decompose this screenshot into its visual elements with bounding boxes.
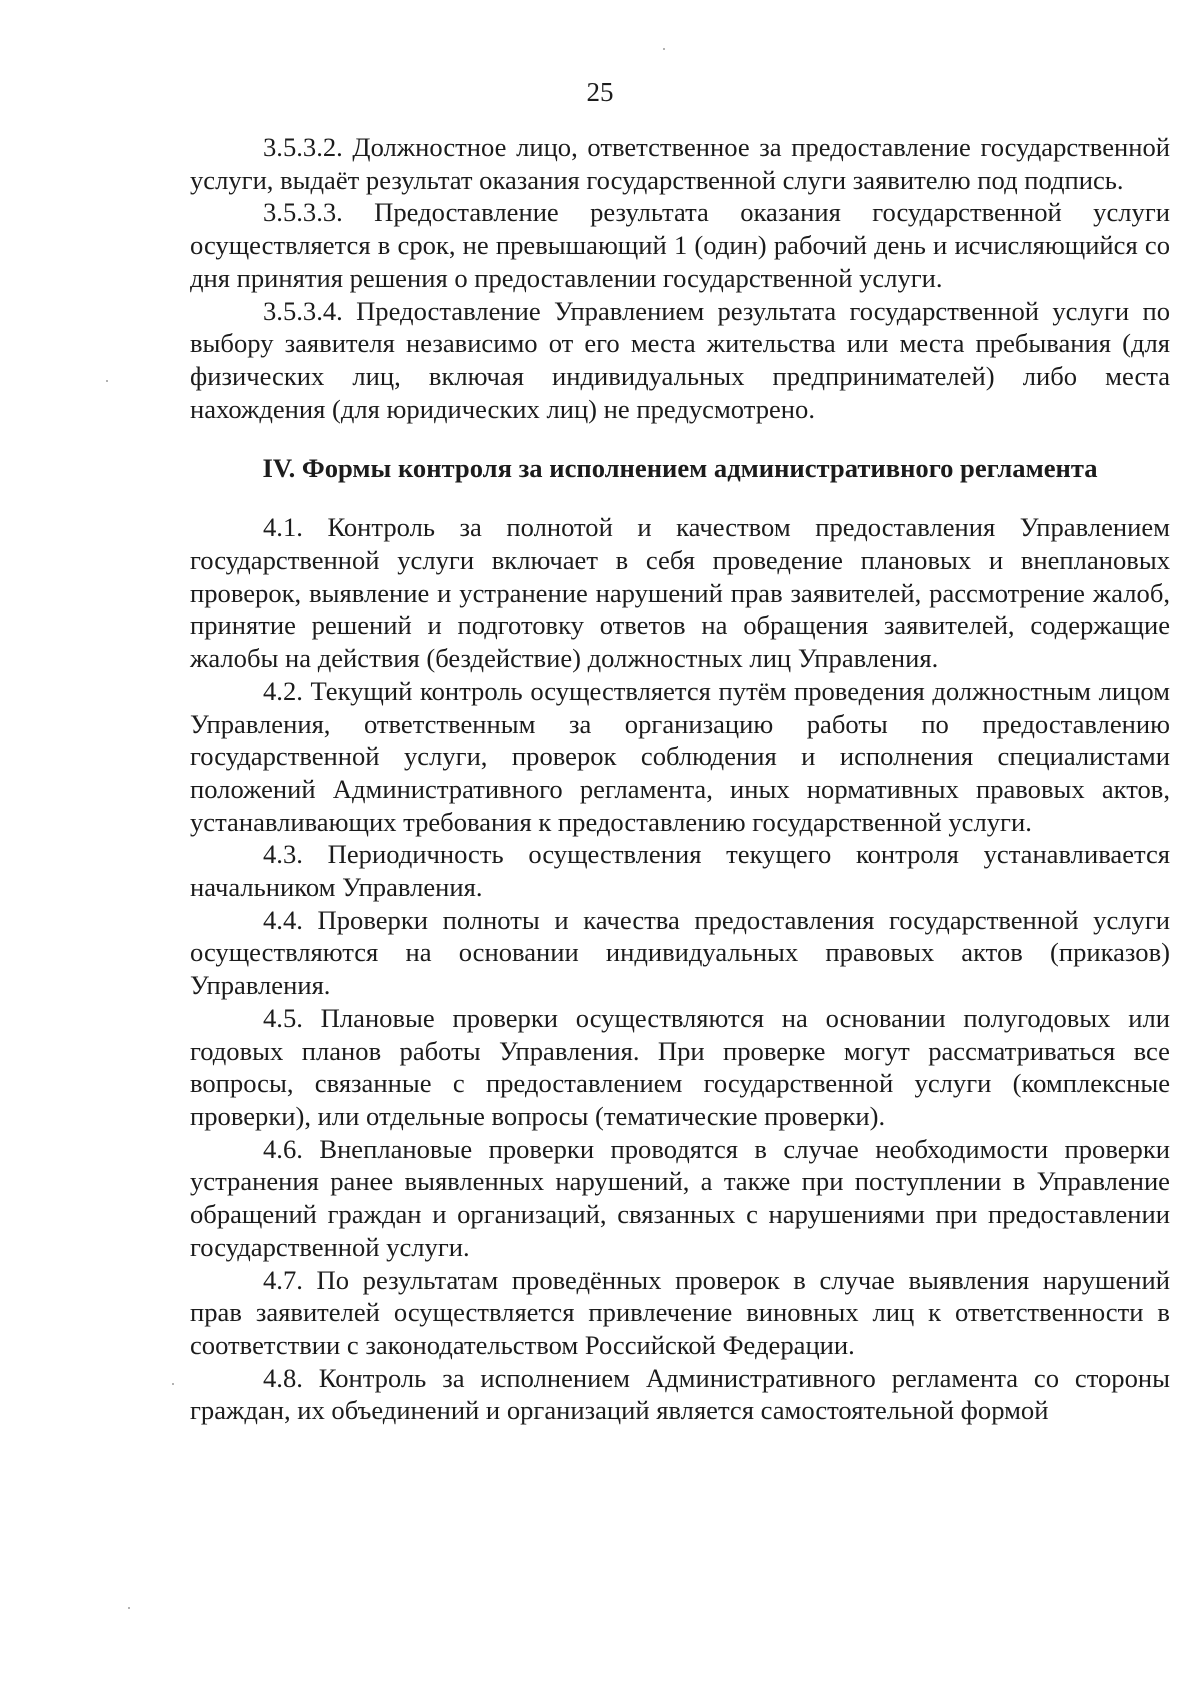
paragraph-4-5: 4.5. Плановые проверки осуществляются на основании полугодовых или годовых планов работы Управления. При проверке могут рассматриваться все вопросы, связанные с предоставлением государственной услуги (комплексные проверки), или отдельные вопросы (тематические проверки).	[190, 1002, 1170, 1131]
document-body	[190, 131, 1170, 1427]
paragraph-4-2: 4.2. Текущий контроль осуществляется путём проведения должностным лицом Управления, ответственным за организацию работы по предоставлению государственной услуги, проверок соблюдения и исполнения специалистами положений Административного регламента, иных нормативных правовых актов, устанавливающих требования к предоставлению государственной услуги.	[190, 675, 1170, 837]
scan-speck	[106, 380, 108, 382]
paragraph-3-5-3-2: 3.5.3.2. Должностное лицо, ответственное за предоставление государственной услуги, выдаёт результат оказания государственной слуги заявителю под подпись.	[190, 132, 1170, 195]
scan-speck	[172, 1383, 174, 1385]
paragraph-4-6: 4.6. Внеплановые проверки проводятся в случае необходимости проверки устранения ранее выявленных нарушений, а также при поступлении в Управление обращений граждан и организаций, связанных с нарушениями при предоставлении государственной услуги.	[190, 1133, 1170, 1262]
paragraph-4-1: 4.1. Контроль за полнотой и качеством предоставления Управлением государственной услуги включает в себя проведение плановых и внеплановых проверок, выявление и устранение нарушений прав заявителей, рассмотрение жалоб, принятие решений и подготовку ответов на обращения заявителей, содержащие жалобы на действия (бездействие) должностных лиц Управления.	[190, 512, 1170, 674]
paragraph-3-5-3-4: 3.5.3.4. Предоставление Управлением результата государственной услуги по выбору заявителя независимо от его места жительства или места пребывания (для физических лиц, включая индивидуальных предпринимателей) либо места нахождения (для юридических лиц) не предусмотрено.	[190, 295, 1170, 424]
scan-speck	[128, 1607, 130, 1609]
paragraph-4-8: 4.8. Контроль за исполнением Административного регламента со стороны граждан, их объединений и организаций является самостоятельной формой	[190, 1362, 1170, 1426]
paragraph-4-7: 4.7. По результатам проведённых проверок в случае выявления нарушений прав заявителей осуществляется привлечение виновных лиц к ответственности в соответствии с законодательством Российской Федерации.	[190, 1264, 1170, 1360]
page-number: 25	[586, 77, 614, 107]
paragraph-4-3: 4.3. Периодичность осуществления текущего контроля устанавливается начальником Управления.	[190, 839, 1170, 903]
scan-speck	[663, 48, 665, 50]
section-heading: IV. Формы контроля за исполнением административного регламента	[262, 453, 1098, 484]
paragraph-4-4: 4.4. Проверки полноты и качества предоставления государственной услуги осуществляются на основании индивидуальных правовых актов (приказов) Управления.	[190, 904, 1170, 1001]
paragraph-3-5-3-3: 3.5.3.3. Предоставление результата оказания государственной услуги осуществляется в срок, не превышающий 1 (один) рабочий день и исчисляющийся со дня принятия решения о предоставлении государственной услуги.	[190, 197, 1170, 293]
